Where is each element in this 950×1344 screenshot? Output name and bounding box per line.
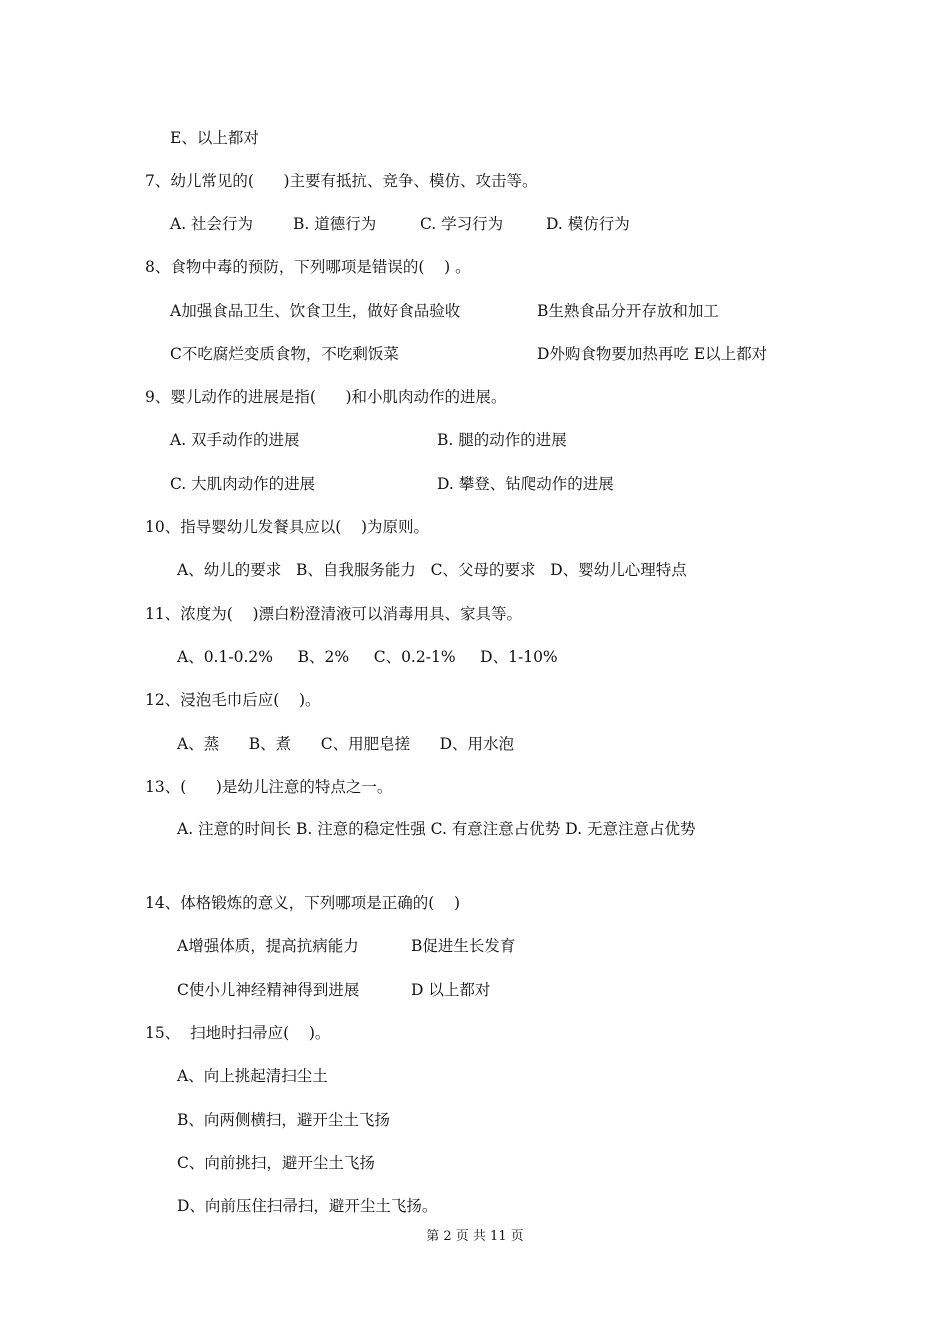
q12-stem: 12、浸泡毛巾后应( )。 [145,691,321,709]
q7-option-c: C. 学习行为 [420,215,504,233]
q9-option-a: A. 双手动作的进展 [170,431,300,449]
q9-option-d: D. 攀登、钻爬动作的进展 [437,475,614,493]
q14-stem: 14、体格锻炼的意义，下列哪项是正确的( ) [145,894,461,912]
q13-stem: 13、( )是幼儿注意的特点之一。 [145,778,393,796]
q15-option-c: C、向前挑扫，避开尘土飞扬 [177,1154,375,1172]
q9-option-b: B. 腿的动作的进展 [437,431,567,449]
q14-option-d: D 以上都对 [411,981,491,999]
q8-option-d-e: D外购食物要加热再吃 E以上都对 [537,345,768,363]
q6-option-e: E、以上都对 [170,129,259,147]
q9-stem: 9、婴儿动作的进展是指( )和小肌肉动作的进展。 [145,388,507,406]
q8-option-c: C不吃腐烂变质食物，不吃剩饭菜 [170,345,399,363]
page-number-footer: 第 2 页 共 11 页 [426,1229,524,1244]
q7-option-b: B. 道德行为 [293,215,377,233]
q7-option-a: A. 社会行为 [170,215,254,233]
q9-option-c: C. 大肌肉动作的进展 [170,475,316,493]
q13-options: A. 注意的时间长 B. 注意的稳定性强 C. 有意注意占优势 D. 无意注意占优势 [177,820,696,838]
q14-option-a: A增强体质，提高抗病能力 [177,937,359,955]
q7-option-d: D. 模仿行为 [546,215,630,233]
q11-stem: 11、浓度为( )漂白粉澄清液可以消毒用具、家具等。 [145,605,523,623]
q10-stem: 10、指导婴幼儿发餐具应以( )为原则。 [145,518,430,536]
q15-option-d: D、向前压住扫帚扫，避开尘土飞扬。 [177,1197,438,1215]
q15-stem: 15、 扫地时扫帚应( )。 [145,1024,331,1042]
q10-options: A、幼儿的要求 B、自我服务能力 C、父母的要求 D、婴幼儿心理特点 [177,561,687,579]
q15-option-a: A、向上挑起清扫尘土 [177,1067,328,1085]
q14-option-b: B促进生长发育 [411,937,516,955]
q12-options: A、蒸 B、煮 C、用肥皂搓 D、用水泡 [177,735,515,753]
q8-stem: 8、食物中毒的预防，下列哪项是错误的( ) 。 [145,258,471,276]
q8-option-a: A加强食品卫生、饮食卫生，做好食品验收 [170,302,461,320]
q11-options: A、0.1-0.2% B、2% C、0.2-1% D、1-10% [177,648,558,666]
q15-option-b: B、向两侧横扫，避开尘土飞扬 [177,1111,390,1129]
q8-option-b: B生熟食品分开存放和加工 [537,302,719,320]
q14-option-c: C使小儿神经精神得到进展 [177,981,360,999]
q7-stem: 7、幼儿常见的( )主要有抵抗、竞争、模仿、攻击等。 [145,172,538,190]
